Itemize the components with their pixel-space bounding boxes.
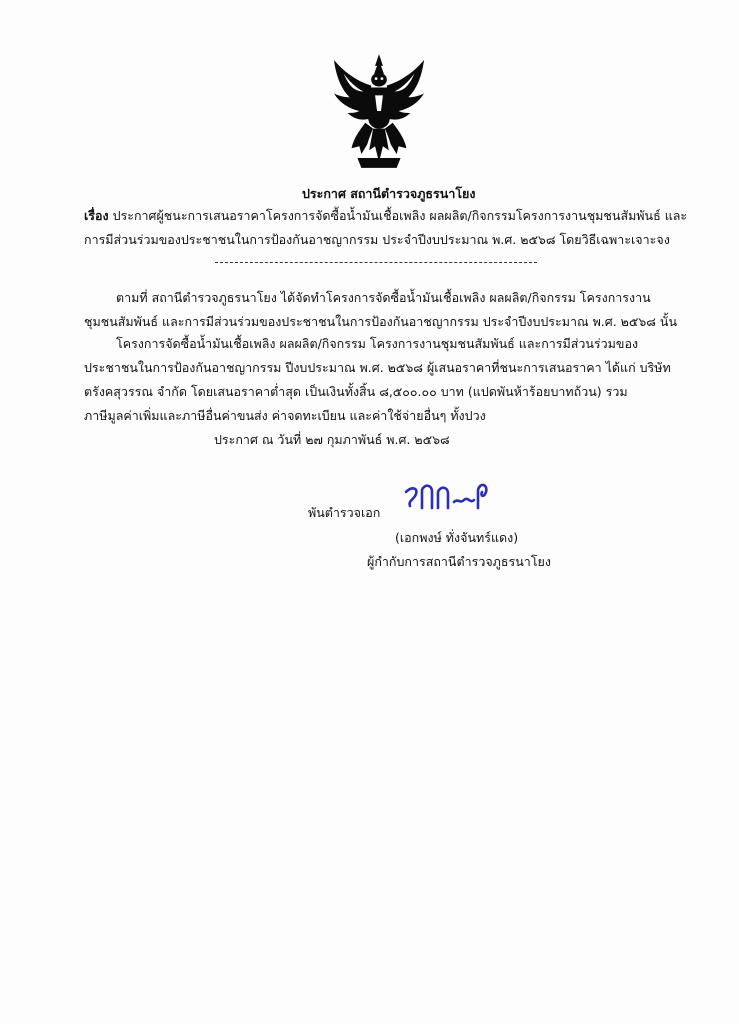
signer-rank: พันตำรวจเอก <box>308 505 381 520</box>
subject-line-2: การมีส่วนร่วมของประชาชนในการป้องกันอาชญากรรม ประจำปีงบประมาณ พ.ศ. ๒๕๖๘ โดยวิธีเฉพาะเจาะจง <box>84 232 670 247</box>
subject-text-1: ประกาศผู้ชนะการเสนอราคาโครงการจัดซื้อน้ำมันเชื้อเพลิง ผลผลิต/กิจกรรมโครงการงานชุมชนสัมพันธ์ และ <box>112 208 688 223</box>
paragraph-2-line-4: ภาษีมูลค่าเพิ่มและภาษีอื่นค่าขนส่ง ค่าจดทะเบียน และค่าใช้จ่ายอื่นๆ ทั้งปวง <box>84 408 486 423</box>
subject-line-1 <box>84 208 687 224</box>
paragraph-1-line-1: ตามที่ สถานีตำรวจภูธรนาโยง ได้จัดทำโครงการจัดซื้อน้ำมันเชื้อเพลิง ผลผลิต/กิจกรรม โครงการงาน <box>116 290 651 305</box>
announcement-date: ประกาศ ณ วันที่ ๒๗ กุมภาพันธ์ พ.ศ. ๒๕๖๘ <box>214 432 450 447</box>
signer-position: ผู้กำกับการสถานีตำรวจภูธรนาโยง <box>367 554 551 569</box>
garuda-emblem-icon <box>330 52 428 170</box>
announcement-title: ประกาศ สถานีตำรวจภูธรนาโยง <box>302 186 476 201</box>
paragraph-2-line-2: ประชาชนในการป้องกันอาชญากรรม ปีงบประมาณ พ.ศ. ๒๕๖๘ ผู้เสนอราคาที่ชนะการเสนอราคา ได้แก่ บริษัท <box>84 360 671 375</box>
paragraph-2-line-3: ตรังคสุวรรณ จำกัด โดยเสนอราคาต่ำสุด เป็นเงินทั้งสิ้น ๘,๕๐๐.๐๐ บาท (แปดพันห้าร้อยบาทถ้วน) รวม <box>84 384 628 399</box>
handwritten-signature <box>402 478 490 518</box>
paragraph-2-line-1: โครงการจัดซื้อน้ำมันเชื้อเพลิง ผลผลิต/กิจกรรม โครงการงานชุมชนสัมพันธ์ และการมีส่วนร่วมของ <box>116 336 639 351</box>
signer-name: (เอกพงษ์ ทั่งจันทร์แดง) <box>395 530 519 545</box>
divider <box>215 262 537 263</box>
paragraph-1-line-2: ชุมชนสัมพันธ์ และการมีส่วนร่วมของประชาชนในการป้องกันอาชญากรรม ประจำปีงบประมาณ พ.ศ. ๒๕๖๘ นั้น <box>84 314 677 329</box>
subject-label: เรื่อง <box>84 208 109 223</box>
